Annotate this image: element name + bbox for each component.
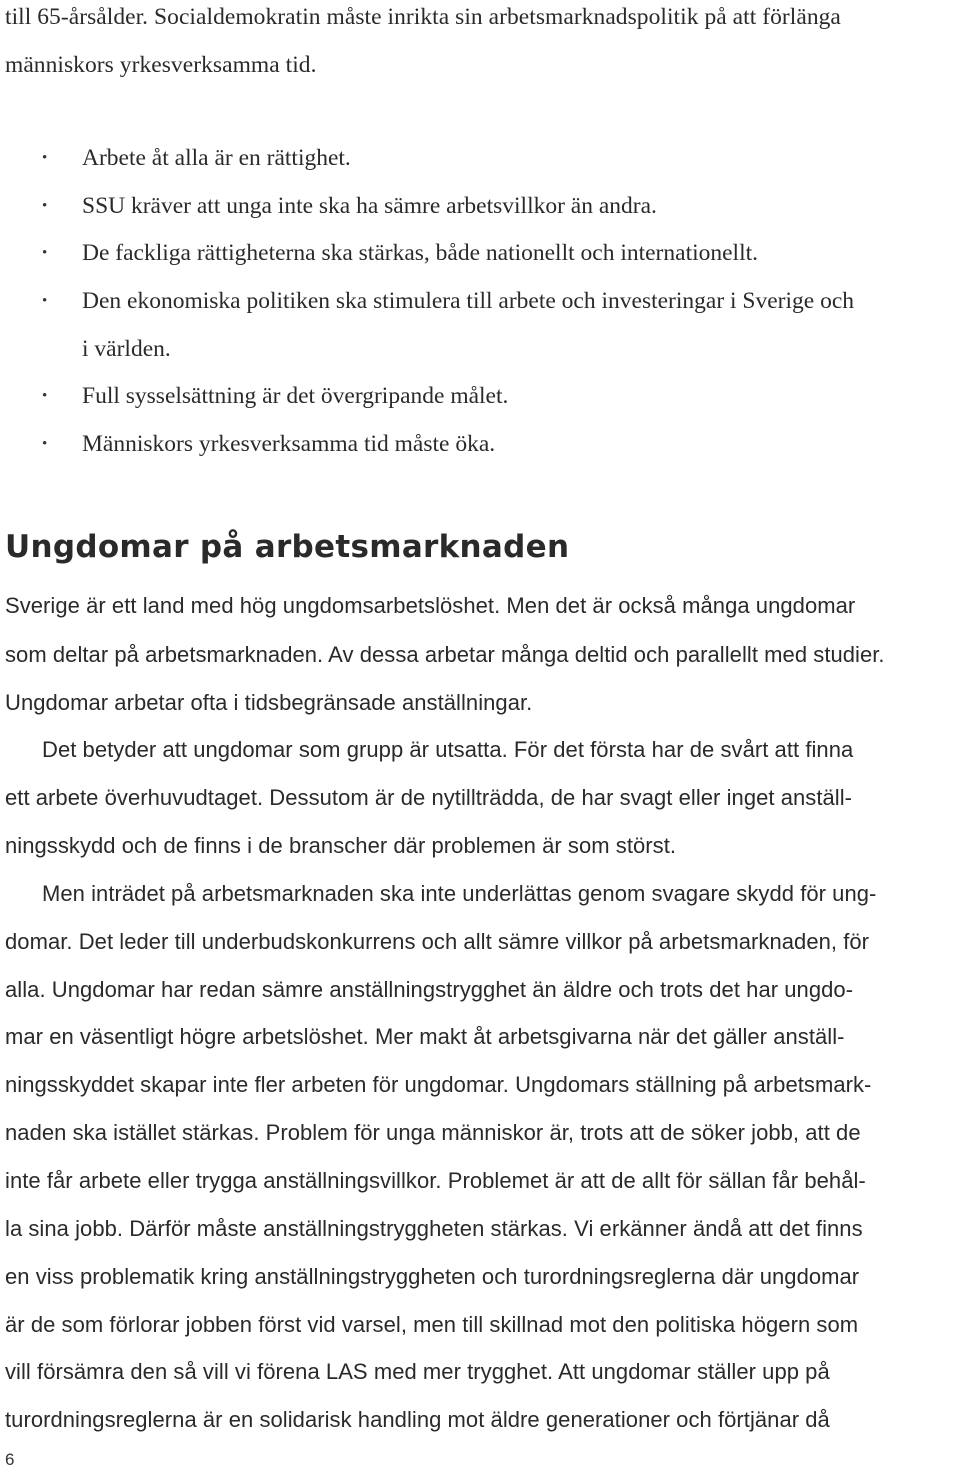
bullet-icon: • [42, 388, 48, 404]
paragraph-line: en viss problematik kring anställningstryggheten och turordningsreglerna där ungdomar [5, 1264, 860, 1289]
paragraph-line: ett arbete överhuvudtaget. Dessutom är de nytillträdda, de har svagt eller inget anställ- [5, 785, 853, 810]
paragraph-line: la sina jobb. Därför måste anställningstryggheten stärkas. Vi erkänner ändå att det finns [5, 1216, 863, 1241]
paragraph-line: domar. Det leder till underbudskonkurrens och allt sämre villkor på arbetsmarknaden, för [5, 929, 870, 954]
list-item-text: De fackliga rättigheterna ska stärkas, både nationellt och internationellt. [82, 240, 759, 266]
bullet-icon: • [42, 150, 48, 166]
paragraph-line: turordningsreglerna är en solidarisk handling mot äldre generationer och förtjänar då [5, 1407, 830, 1432]
list-item-text: Arbete åt alla är en rättighet. [82, 145, 351, 171]
paragraph-line: till 65-årsålder. Socialdemokratin måste inrikta sin arbetsmarknadspolitik på att förlänga [5, 4, 841, 30]
list-item-text: Människors yrkesverksamma tid måste öka. [82, 431, 496, 457]
bullet-icon: • [42, 245, 48, 261]
paragraph-line: Det betyder att ungdomar som grupp är utsatta. För det första har de svårt att finna [42, 737, 854, 762]
paragraph-line: människors yrkesverksamma tid. [5, 52, 317, 78]
list-item-text: i världen. [82, 336, 171, 362]
list-item-text: Full sysselsättning är det övergripande målet. [82, 383, 509, 409]
paragraph-line: ningsskydd och de finns i de branscher där problemen är som störst. [5, 833, 677, 858]
paragraph-line: ningsskyddet skapar inte fler arbeten för ungdomar. Ungdomars ställning på arbetsmark- [5, 1072, 872, 1097]
list-item-text: SSU kräver att unga inte ska ha sämre arbetsvillkor än andra. [82, 193, 657, 219]
page-number: 6 [5, 1450, 15, 1469]
bullet-icon: • [42, 436, 48, 452]
paragraph-line: vill försämra den så vill vi förena LAS med mer trygghet. Att ungdomar ställer upp på [5, 1359, 830, 1384]
paragraph-line: Sverige är ett land med hög ungdomsarbetslöshet. Men det är också många ungdomar [5, 593, 856, 618]
section-heading: Ungdomar på arbetsmarknaden [5, 529, 570, 565]
paragraph-line: är de som förlorar jobben först vid varsel, men till skillnad mot den politiska högern som [5, 1312, 859, 1337]
bullet-icon: • [42, 293, 48, 309]
paragraph-line: som deltar på arbetsmarknaden. Av dessa arbetar många deltid och parallellt med studier. [5, 642, 885, 667]
paragraph-line: inte får arbete eller trygga anställningsvillkor. Problemet är att de allt för sällan får behål- [5, 1168, 866, 1193]
paragraph-line: mar en väsentligt högre arbetslöshet. Mer makt åt arbetsgivarna när det gäller anställ- [5, 1024, 845, 1049]
paragraph-line: Men inträdet på arbetsmarknaden ska inte underlättas genom svagare skydd för ung- [42, 881, 877, 906]
paragraph-line: naden ska istället stärkas. Problem för unga människor är, trots att de söker jobb, att de [5, 1120, 861, 1145]
bullet-icon: • [42, 198, 48, 214]
paragraph-line: Ungdomar arbetar ofta i tidsbegränsade anställningar. [5, 690, 533, 715]
paragraph-line: alla. Ungdomar har redan sämre anställningstrygghet än äldre och trots det har ungdo- [5, 977, 854, 1002]
list-item-text: Den ekonomiska politiken ska stimulera till arbete och investeringar i Sverige och [82, 288, 855, 314]
